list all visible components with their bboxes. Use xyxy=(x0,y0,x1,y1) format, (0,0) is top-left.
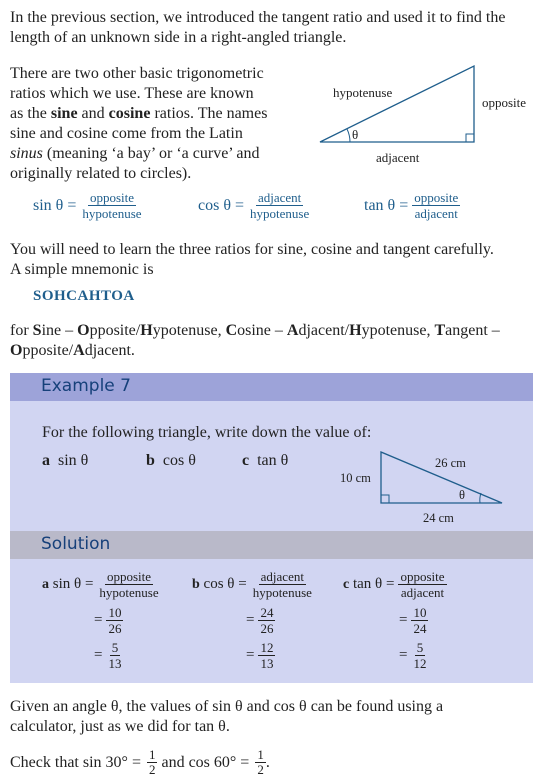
equals-sign: = xyxy=(399,612,408,628)
intro-paragraph: In the previous section, we introduced the tangent ratio and used it to find the length of an unknown side in a right-angled triangle. xyxy=(10,9,506,46)
ratios-text: and xyxy=(77,105,109,122)
example-question: For the following triangle, write down the value of: xyxy=(42,424,372,441)
equals-sign: = xyxy=(94,647,103,663)
ratios-text: as the xyxy=(10,105,51,122)
cosine-formula xyxy=(198,190,311,221)
solution-a-row1 xyxy=(42,569,161,600)
letter: C xyxy=(225,322,238,339)
right-angle-mark xyxy=(381,495,389,503)
mnemonic-line-1 xyxy=(10,321,540,341)
angle-arc xyxy=(480,493,481,503)
adjacent-label: adjacent xyxy=(376,150,420,165)
text: ypotenuse, xyxy=(361,322,435,339)
right-angle-mark xyxy=(466,134,474,142)
calculator-line-2: calculator, just as we did for tan θ. xyxy=(10,718,230,735)
fraction-numerator: 5 xyxy=(111,640,119,655)
fraction-numerator: 10 xyxy=(413,605,427,620)
side-26cm-label: 26 cm xyxy=(435,456,466,470)
equals-sign: = xyxy=(246,612,255,628)
solution-fraction xyxy=(258,640,275,671)
part-label: b xyxy=(146,452,155,469)
solution-c-row2 xyxy=(399,605,428,636)
check-line xyxy=(10,748,270,777)
ratios-line-4: sine and cosine come from the Latin xyxy=(10,125,243,142)
sine-term: sine xyxy=(50,105,78,122)
solution-b-row2 xyxy=(246,605,275,636)
fraction-denominator: 2 xyxy=(257,762,264,777)
opposite-label: opposite xyxy=(482,95,527,110)
text: pposite/ xyxy=(22,342,74,359)
fraction-denominator: hypotenuse xyxy=(82,206,142,221)
solution-lhs: cos θ = xyxy=(203,576,247,592)
equals-sign: = xyxy=(94,612,103,628)
part-label: b xyxy=(192,576,200,592)
check-text: Check that sin 30° = xyxy=(10,753,145,771)
example-part-a xyxy=(42,451,88,471)
solution-b-row1 xyxy=(192,569,314,600)
solution-c-row1 xyxy=(343,569,447,600)
solution-lhs: sin θ = xyxy=(52,576,94,592)
formula-fraction xyxy=(412,190,460,221)
solution-fraction xyxy=(258,605,275,636)
formula-lhs: tan θ = xyxy=(364,196,409,214)
letter: T xyxy=(434,322,446,339)
letter: A xyxy=(73,342,85,359)
fraction-denominator: hypotenuse xyxy=(250,206,310,221)
fraction-denominator: adjacent xyxy=(400,585,445,600)
fraction-numerator: opposite xyxy=(400,569,445,584)
fraction-denominator: 26 xyxy=(260,621,274,636)
fraction-numerator: 1 xyxy=(148,747,156,762)
solution-fraction xyxy=(106,640,123,671)
solution-fraction xyxy=(251,569,314,600)
ratios-text: (meaning ‘a bay’ or ‘a curve’ and xyxy=(42,145,260,162)
letter: A xyxy=(286,322,299,339)
learn-line-2: A simple mnemonic is xyxy=(10,261,154,278)
equals-sign: = xyxy=(246,647,255,663)
part-label: a xyxy=(42,576,49,592)
fraction-denominator: hypotenuse xyxy=(99,585,159,600)
text: osine – xyxy=(237,322,287,339)
solution-title: Solution xyxy=(41,534,111,554)
fraction-denominator: 2 xyxy=(148,762,156,777)
solution-c-row3 xyxy=(399,640,428,671)
solution-a-row3 xyxy=(94,640,123,671)
text: pposite/ xyxy=(89,322,141,339)
formula-lhs: cos θ = xyxy=(198,196,245,214)
letter: O xyxy=(10,342,23,359)
equals-sign: = xyxy=(399,647,408,663)
triangle-outline xyxy=(320,66,474,142)
letter: H xyxy=(140,322,153,339)
solution-a-row2 xyxy=(94,605,123,636)
fraction-numerator: 10 xyxy=(108,605,122,620)
learn-paragraph xyxy=(10,240,540,280)
solution-header xyxy=(10,531,533,559)
text: djacent. xyxy=(84,342,135,359)
side-24cm-label: 24 cm xyxy=(423,511,454,525)
part-text: cos θ xyxy=(162,452,196,469)
check-text: . xyxy=(265,753,270,771)
fraction-numerator: 12 xyxy=(260,640,274,655)
fraction-numerator: opposite xyxy=(414,190,459,205)
example-title: Example 7 xyxy=(41,376,131,396)
fraction-numerator: 5 xyxy=(416,640,424,655)
learn-line-1: You will need to learn the three ratios for sine, cosine and tangent carefully. xyxy=(10,241,494,258)
fraction-numerator: 1 xyxy=(257,747,264,762)
sine-formula xyxy=(33,190,144,221)
solution-fraction xyxy=(411,605,428,636)
text: ine – xyxy=(41,322,78,339)
fraction-numerator: 24 xyxy=(260,605,274,620)
formula-fraction xyxy=(248,190,311,221)
fraction-denominator: 13 xyxy=(260,656,274,671)
angle-arc xyxy=(347,129,350,142)
fraction-denominator: adjacent xyxy=(414,206,458,221)
text: angent – xyxy=(445,322,500,339)
letter: S xyxy=(32,322,42,339)
solution-b-row3 xyxy=(246,640,275,671)
solution-fraction xyxy=(106,605,123,636)
ratios-line-1: There are two other basic trigonometric xyxy=(10,65,264,82)
ratios-text: ratios. The names xyxy=(150,105,268,122)
example-part-c xyxy=(242,451,288,471)
mnemonic-explanation xyxy=(10,321,540,361)
tangent-formula xyxy=(364,190,460,221)
part-text: tan θ xyxy=(257,452,289,469)
solution-fraction xyxy=(398,569,446,600)
solution-fraction xyxy=(411,640,428,671)
example-part-b xyxy=(146,451,196,471)
text: ypotenuse, xyxy=(152,322,226,339)
ratios-paragraph xyxy=(10,64,310,184)
fraction-numerator: adjacent xyxy=(257,190,302,205)
fraction-denominator: 12 xyxy=(413,656,427,671)
solution-lhs: tan θ = xyxy=(352,576,395,592)
letter: O xyxy=(77,322,90,339)
text: djacent/ xyxy=(298,322,350,339)
fraction-numerator: opposite xyxy=(89,190,134,205)
ratios-line-6: originally related to circles). xyxy=(10,165,192,182)
ratios-line-3 xyxy=(10,104,310,124)
reference-triangle-diagram xyxy=(310,60,540,170)
formula-fraction xyxy=(80,190,143,221)
hypotenuse-label: hypotenuse xyxy=(333,85,393,100)
example-header xyxy=(10,373,533,401)
part-text: sin θ xyxy=(58,452,89,469)
fraction-denominator: hypotenuse xyxy=(252,585,312,600)
part-label: c xyxy=(242,452,250,469)
solution-fraction xyxy=(97,569,160,600)
example-triangle-diagram xyxy=(330,445,520,530)
part-label: c xyxy=(343,576,350,592)
fraction-denominator: 24 xyxy=(413,621,427,636)
theta-label: θ xyxy=(459,488,465,502)
half-fraction xyxy=(147,748,158,777)
ratios-line-5 xyxy=(10,144,310,164)
letter: H xyxy=(349,322,362,339)
sinus-term: sinus xyxy=(10,145,43,162)
ratios-line-2: ratios which we use. These are known xyxy=(10,85,254,102)
fraction-numerator: opposite xyxy=(106,569,152,584)
half-fraction xyxy=(255,748,266,777)
text: for xyxy=(10,322,33,339)
fraction-numerator: adjacent xyxy=(260,569,304,584)
formula-lhs: sin θ = xyxy=(33,196,77,214)
theta-label: θ xyxy=(352,127,359,142)
part-label: a xyxy=(42,452,50,469)
mnemonic: SOHCAHTOA xyxy=(33,288,135,304)
check-text: and cos 60° = xyxy=(157,753,254,771)
calculator-line-1: Given an angle θ, the values of sin θ and cos θ can be found using a xyxy=(10,698,444,715)
cosine-term: cosine xyxy=(108,105,151,122)
mnemonic-line-2 xyxy=(10,341,540,361)
calculator-paragraph xyxy=(10,697,540,737)
fraction-denominator: 13 xyxy=(108,656,122,671)
fraction-denominator: 26 xyxy=(108,621,122,636)
side-10cm-label: 10 cm xyxy=(340,471,371,485)
